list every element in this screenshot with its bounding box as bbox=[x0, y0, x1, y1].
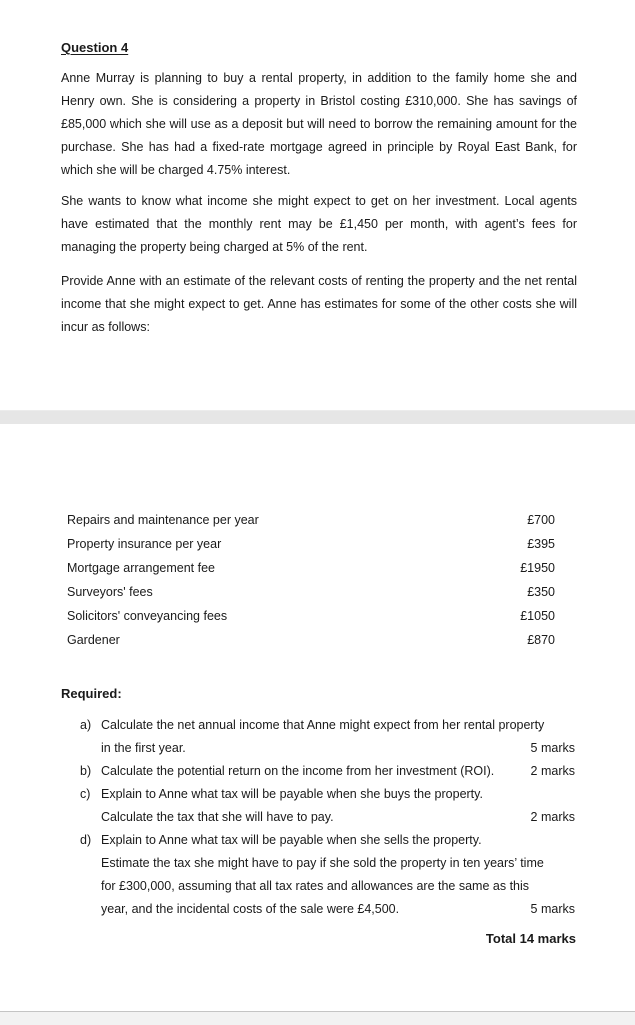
cost-label: Property insurance per year bbox=[67, 537, 222, 551]
total-marks: Total 14 marks bbox=[485, 931, 576, 946]
document-page-2 bbox=[0, 424, 635, 1011]
item-text: in the first year. bbox=[101, 741, 186, 755]
item-text: Explain to Anne what tax will be payable when she buys the property. bbox=[101, 787, 483, 801]
item-marks: 5 marks bbox=[530, 741, 575, 755]
required-item-d bbox=[80, 829, 575, 921]
item-marks: 5 marks bbox=[530, 902, 575, 916]
required-heading: Required: bbox=[61, 686, 122, 701]
cost-row bbox=[67, 604, 555, 628]
item-line bbox=[101, 760, 575, 783]
cost-value: £1950 bbox=[520, 561, 555, 575]
item-text: Explain to Anne what tax will be payable when she sells the property. bbox=[101, 833, 482, 847]
document-page-1 bbox=[0, 0, 635, 410]
cost-value: £350 bbox=[527, 585, 555, 599]
item-marks: 2 marks bbox=[530, 764, 575, 778]
required-item-b bbox=[80, 760, 575, 783]
scenario-paragraph-3: Provide Anne with an estimate of the relevant costs of renting the property and the net rental income that she might expect to get. Anne has estimates for some of the other costs she will incur as follows: bbox=[61, 274, 577, 334]
item-text: Estimate the tax she might have to pay if she sold the property in ten years’ time bbox=[101, 856, 544, 870]
item-line bbox=[101, 852, 575, 875]
page-break bbox=[0, 410, 635, 425]
cost-row bbox=[67, 628, 555, 652]
item-text: Calculate the tax that she will have to pay. bbox=[101, 810, 334, 824]
cost-row bbox=[67, 532, 555, 556]
scenario-paragraph-1: Anne Murray is planning to buy a rental property, in addition to the family home she and Henry own. She is considering a property in Bristol costing £310,000. She has savings of £85,000 which she will use as a deposit but will need to borrow the remaining amount for the purchase. She has had a fixed-rate mortgage agreed in principle by Royal East Bank, for which she will be charged 4.75% interest. bbox=[61, 71, 577, 177]
cost-value: £700 bbox=[527, 513, 555, 527]
cost-label: Surveyors' fees bbox=[67, 585, 153, 599]
item-letter: d) bbox=[80, 833, 92, 847]
cost-value: £870 bbox=[527, 633, 555, 647]
cost-row bbox=[67, 556, 555, 580]
cost-value: £1050 bbox=[520, 609, 555, 623]
item-line bbox=[101, 806, 575, 829]
required-item-a bbox=[80, 714, 575, 760]
item-line bbox=[101, 898, 575, 921]
cost-label: Gardener bbox=[67, 633, 120, 647]
item-marks: 2 marks bbox=[530, 810, 575, 824]
cost-value: £395 bbox=[527, 537, 555, 551]
question-title: Question 4 bbox=[61, 40, 129, 55]
item-text: Calculate the potential return on the income from her investment (ROI). bbox=[101, 764, 495, 778]
item-text: year, and the incidental costs of the sale were £4,500. bbox=[101, 902, 400, 916]
item-text: for £300,000, assuming that all tax rates and allowances are the same as this bbox=[101, 879, 530, 893]
cost-label: Repairs and maintenance per year bbox=[67, 513, 259, 527]
item-line bbox=[101, 783, 575, 806]
item-line bbox=[101, 829, 575, 852]
scenario-paragraph-2: She wants to know what income she might expect to get on her investment. Local agents have estimated that the monthly rent may be £1,450 per month, with agent’s fees for managing the property being charged at 5% of the rent. bbox=[61, 194, 577, 254]
cost-table bbox=[67, 508, 555, 652]
cost-label: Solicitors' conveyancing fees bbox=[67, 609, 228, 623]
required-item-c bbox=[80, 783, 575, 829]
item-letter: c) bbox=[80, 787, 91, 801]
required-list bbox=[80, 714, 575, 921]
page-break-bottom bbox=[0, 1011, 635, 1025]
item-line bbox=[101, 714, 575, 737]
cost-label: Mortgage arrangement fee bbox=[67, 561, 216, 575]
item-line bbox=[101, 737, 575, 760]
cost-row bbox=[67, 580, 555, 604]
item-letter: a) bbox=[80, 718, 92, 732]
item-text: Calculate the net annual income that Anne might expect from her rental property bbox=[101, 718, 545, 732]
item-line bbox=[101, 875, 575, 898]
cost-row bbox=[67, 508, 555, 532]
item-letter: b) bbox=[80, 764, 92, 778]
